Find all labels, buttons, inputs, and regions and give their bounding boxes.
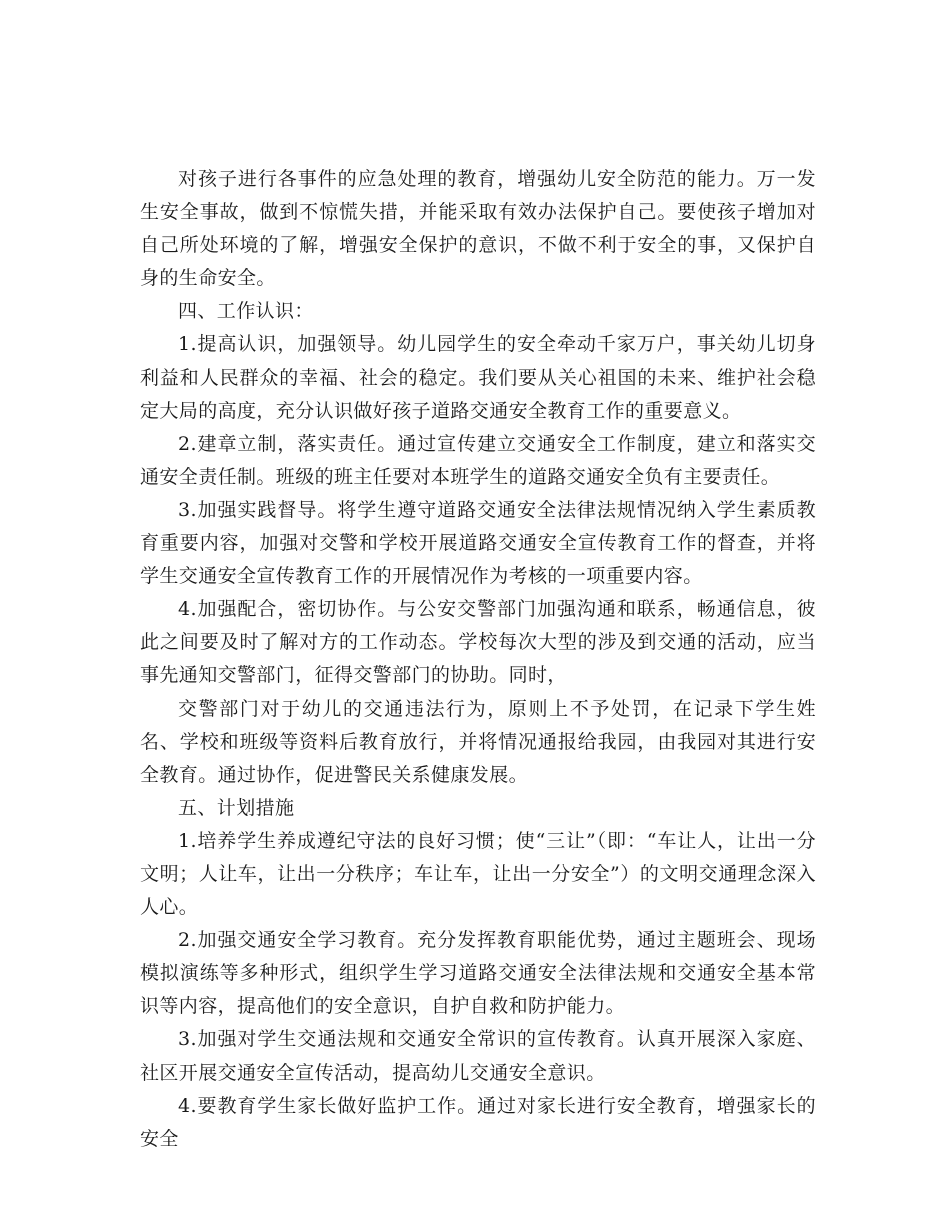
paragraph-item-2-responsibility: 2.建章立制，落实责任。通过宣传建立交通安全工作制度，建立和落实交通安全责任制。班级的班主任要对本班学生的道路交通安全负有主要责任。: [140, 432, 816, 488]
heading-work-understanding: 四、工作认识：: [178, 300, 314, 323]
paragraph-emergency-education: 对孩子进行各事件的应急处理的教育，增强幼儿安全防范的能力。万一发生安全事故，做到不惊慌失措，并能采取有效办法保护自己。要使孩子增加对自己所处环境的了解，增强安全保护的意识，不做不利于安全的事，又保护自身的生命安全。: [140, 168, 816, 290]
paragraph-item-3-supervision: 3.加强实践督导。将学生遵守道路交通安全法律法规情况纳入学生素质教育重要内容，加强对交警和学校开展道路交通安全宣传教育工作的督查，并将学生交通安全宣传教育工作的开展情况作为考核的一项重要内容。: [140, 498, 816, 588]
paragraph-item-1-leadership: 1.提高认识，加强领导。幼儿园学生的安全牵动千家万户，事关幼儿切身利益和人民群众的幸福、社会的稳定。我们要从关心祖国的未来、维护社会稳定大局的高度，充分认识做好孩子道路交通安全教育工作的重要意义。: [140, 333, 816, 422]
paragraph-police-cooperation: 交警部门对于幼儿的交通违法行为，原则上不予处罚，在记录下学生姓名、学校和班级等资料后教育放行，并将情况通报给我园，由我园对其进行安全教育。通过协作，促进警民关系健康发展。: [140, 697, 816, 786]
paragraph-measure-3-publicity: 3.加强对学生交通法规和交通安全常识的宣传教育。认真开展深入家庭、社区开展交通安全宣传活动，提高幼儿交通安全意识。: [140, 1028, 816, 1084]
paragraph-item-4-cooperation: 4.加强配合，密切协作。与公安交警部门加强沟通和联系，畅通信息，彼此之间要及时了解对方的工作动态。学校每次大型的涉及到交通的活动，应当事先通知交警部门，征得交警部门的协助。同时，: [140, 598, 816, 687]
paragraph-measure-4-parents: 4.要教育学生家长做好监护工作。通过对家长进行安全教育，增强家长的安全: [140, 1094, 816, 1150]
paragraph-measure-2-learning: 2.加强交通安全学习教育。充分发挥教育职能优势，通过主题班会、现场模拟演练等多种形式，组织学生学习道路交通安全法律法规和交通安全基本常识等内容，提高他们的安全意识，自护自救和防护能力。: [140, 929, 816, 1018]
paragraph-measure-1-habits: 1.培养学生养成遵纪守法的良好习惯；使“三让”（即：“车让人，让出一分文明；人让车，让出一分秩序；车让车，让出一分安全”）的文明交通理念深入人心。: [140, 829, 816, 919]
heading-plan-measures: 五、计划措施: [178, 796, 295, 819]
document-body: [140, 163, 816, 1156]
